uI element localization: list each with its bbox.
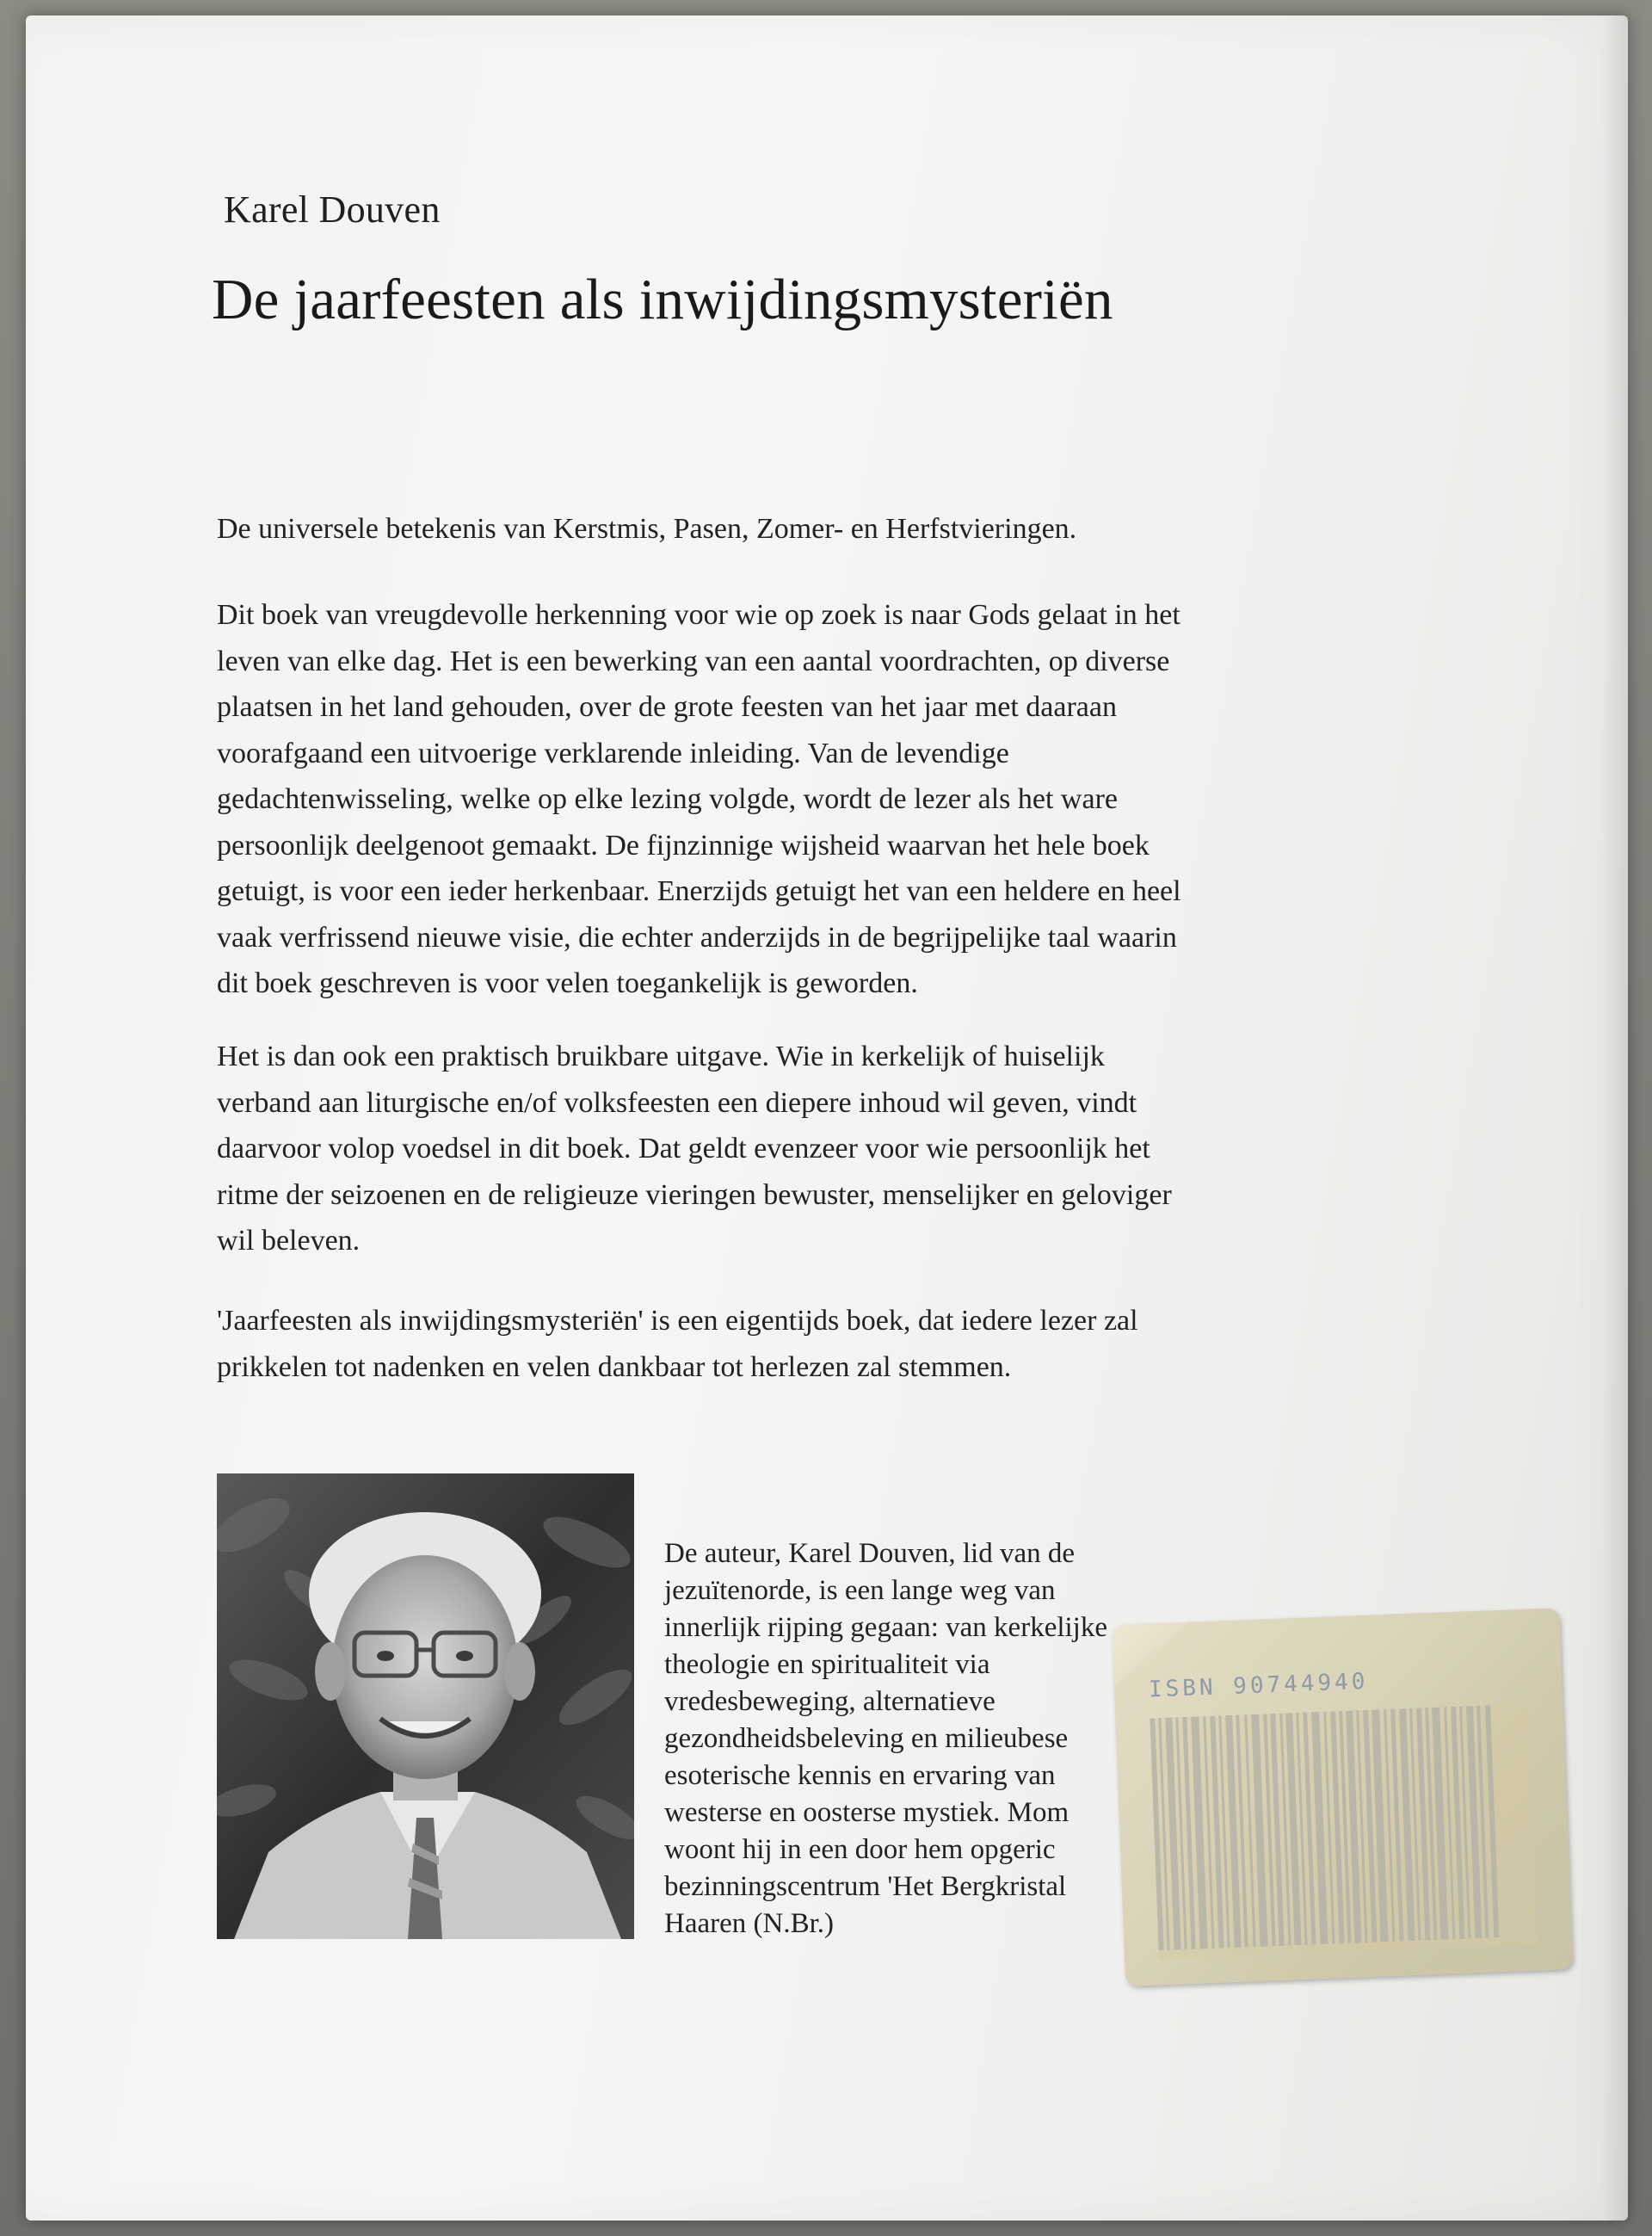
paragraph-line: getuigt, is voor een ieder herkenbaar. Enerzijds getuigt het van een heldere en heel [217, 875, 1181, 907]
author-bio-line: Haaren (N.Br.) [664, 1908, 835, 1939]
isbn-label: ISBN 90744940 [1148, 1668, 1369, 1703]
author-bio-line: jezuïtenorde, is een lange weg van [664, 1575, 1056, 1606]
paragraph-line: Dit boek van vreugdevolle herkenning voor wie op zoek is naar Gods gelaat in het [217, 599, 1180, 631]
book-title: De jaarfeesten als inwijdingsmysteriën [212, 268, 1113, 331]
cover-edge-shade [1602, 15, 1628, 2221]
description-paragraph-3 [217, 1298, 1439, 1390]
barcode-icon [1150, 1704, 1537, 1960]
description-paragraph-2 [217, 1034, 1439, 1264]
barcode-sticker [1112, 1608, 1573, 1986]
paragraph-line: daarvoor volop voedsel in dit boek. Dat geldt evenzeer voor wie persoonlijk het [217, 1133, 1150, 1164]
author-bio-line: vredesbeweging, alternatieve [664, 1686, 996, 1717]
paragraph-line: prikkelen tot nadenken en velen dankbaar tot herlezen zal stemmen. [217, 1350, 1012, 1383]
paragraph-line: voorafgaand een uitvoerige verklarende inleiding. Van de levendige [217, 737, 1009, 769]
book-back-cover [26, 15, 1628, 2221]
author-bio-line: bezinningscentrum 'Het Bergkristal [664, 1871, 1067, 1902]
description-paragraph-1 [217, 592, 1439, 1007]
author-bio-line: westerse en oosterse mystiek. Mom [664, 1797, 1069, 1828]
paragraph-line: plaatsen in het land gehouden, over de grote feesten van het jaar met daaraan [217, 691, 1117, 723]
author-bio-line: esoterische kennis en ervaring van [664, 1760, 1056, 1791]
paragraph-line: Het is dan ook een praktisch bruikbare uitgave. Wie in kerkelijk of huiselijk [217, 1041, 1105, 1072]
author-bio-line: woont hij in een door hem opgeric [664, 1834, 1056, 1865]
subtitle [217, 506, 1439, 553]
subtitle-text: De universele betekenis van Kerstmis, Pasen, Zomer- en Herfstvieringen. [217, 513, 1077, 545]
paragraph-line: wil beleven. [217, 1225, 361, 1257]
author-bio-line: theologie en spiritualiteit via [664, 1649, 990, 1680]
paragraph-line: ritme der seizoenen en de religieuze vieringen bewuster, menselijker en geloviger [217, 1178, 1172, 1211]
author-name: Karel Douven [224, 188, 441, 231]
author-bio-line: De auteur, Karel Douven, lid van de [664, 1538, 1076, 1569]
author-photo [217, 1473, 634, 1939]
paragraph-line: leven van elke dag. Het is een bewerking van een aantal voordrachten, op diverse [217, 645, 1170, 677]
paragraph-line: verband aan liturgische en/of volksfeesten een diepere inhoud wil geven, vindt [217, 1086, 1137, 1119]
paragraph-line: 'Jaarfeesten als inwijdingsmysteriën' is een eigentijds boek, dat iedere lezer zal [217, 1305, 1138, 1337]
paragraph-line: gedachtenwisseling, welke op elke lezing volgde, wordt de lezer als het ware [217, 783, 1118, 815]
paragraph-line: vaak verfrissend nieuwe visie, die echter anderzijds in de begrijpelijke taal waarin [217, 921, 1177, 954]
author-bio-line: innerlijk rijping gegaan: van kerkelijke [664, 1612, 1107, 1643]
author-bio-line: gezondheidsbeleving en milieubese [664, 1723, 1069, 1754]
paragraph-line: persoonlijk deelgenoot gemaakt. De fijnzinnige wijsheid waarvan het hele boek [217, 829, 1150, 862]
paragraph-line: dit boek geschreven is voor velen toegankelijk is geworden. [217, 967, 918, 999]
